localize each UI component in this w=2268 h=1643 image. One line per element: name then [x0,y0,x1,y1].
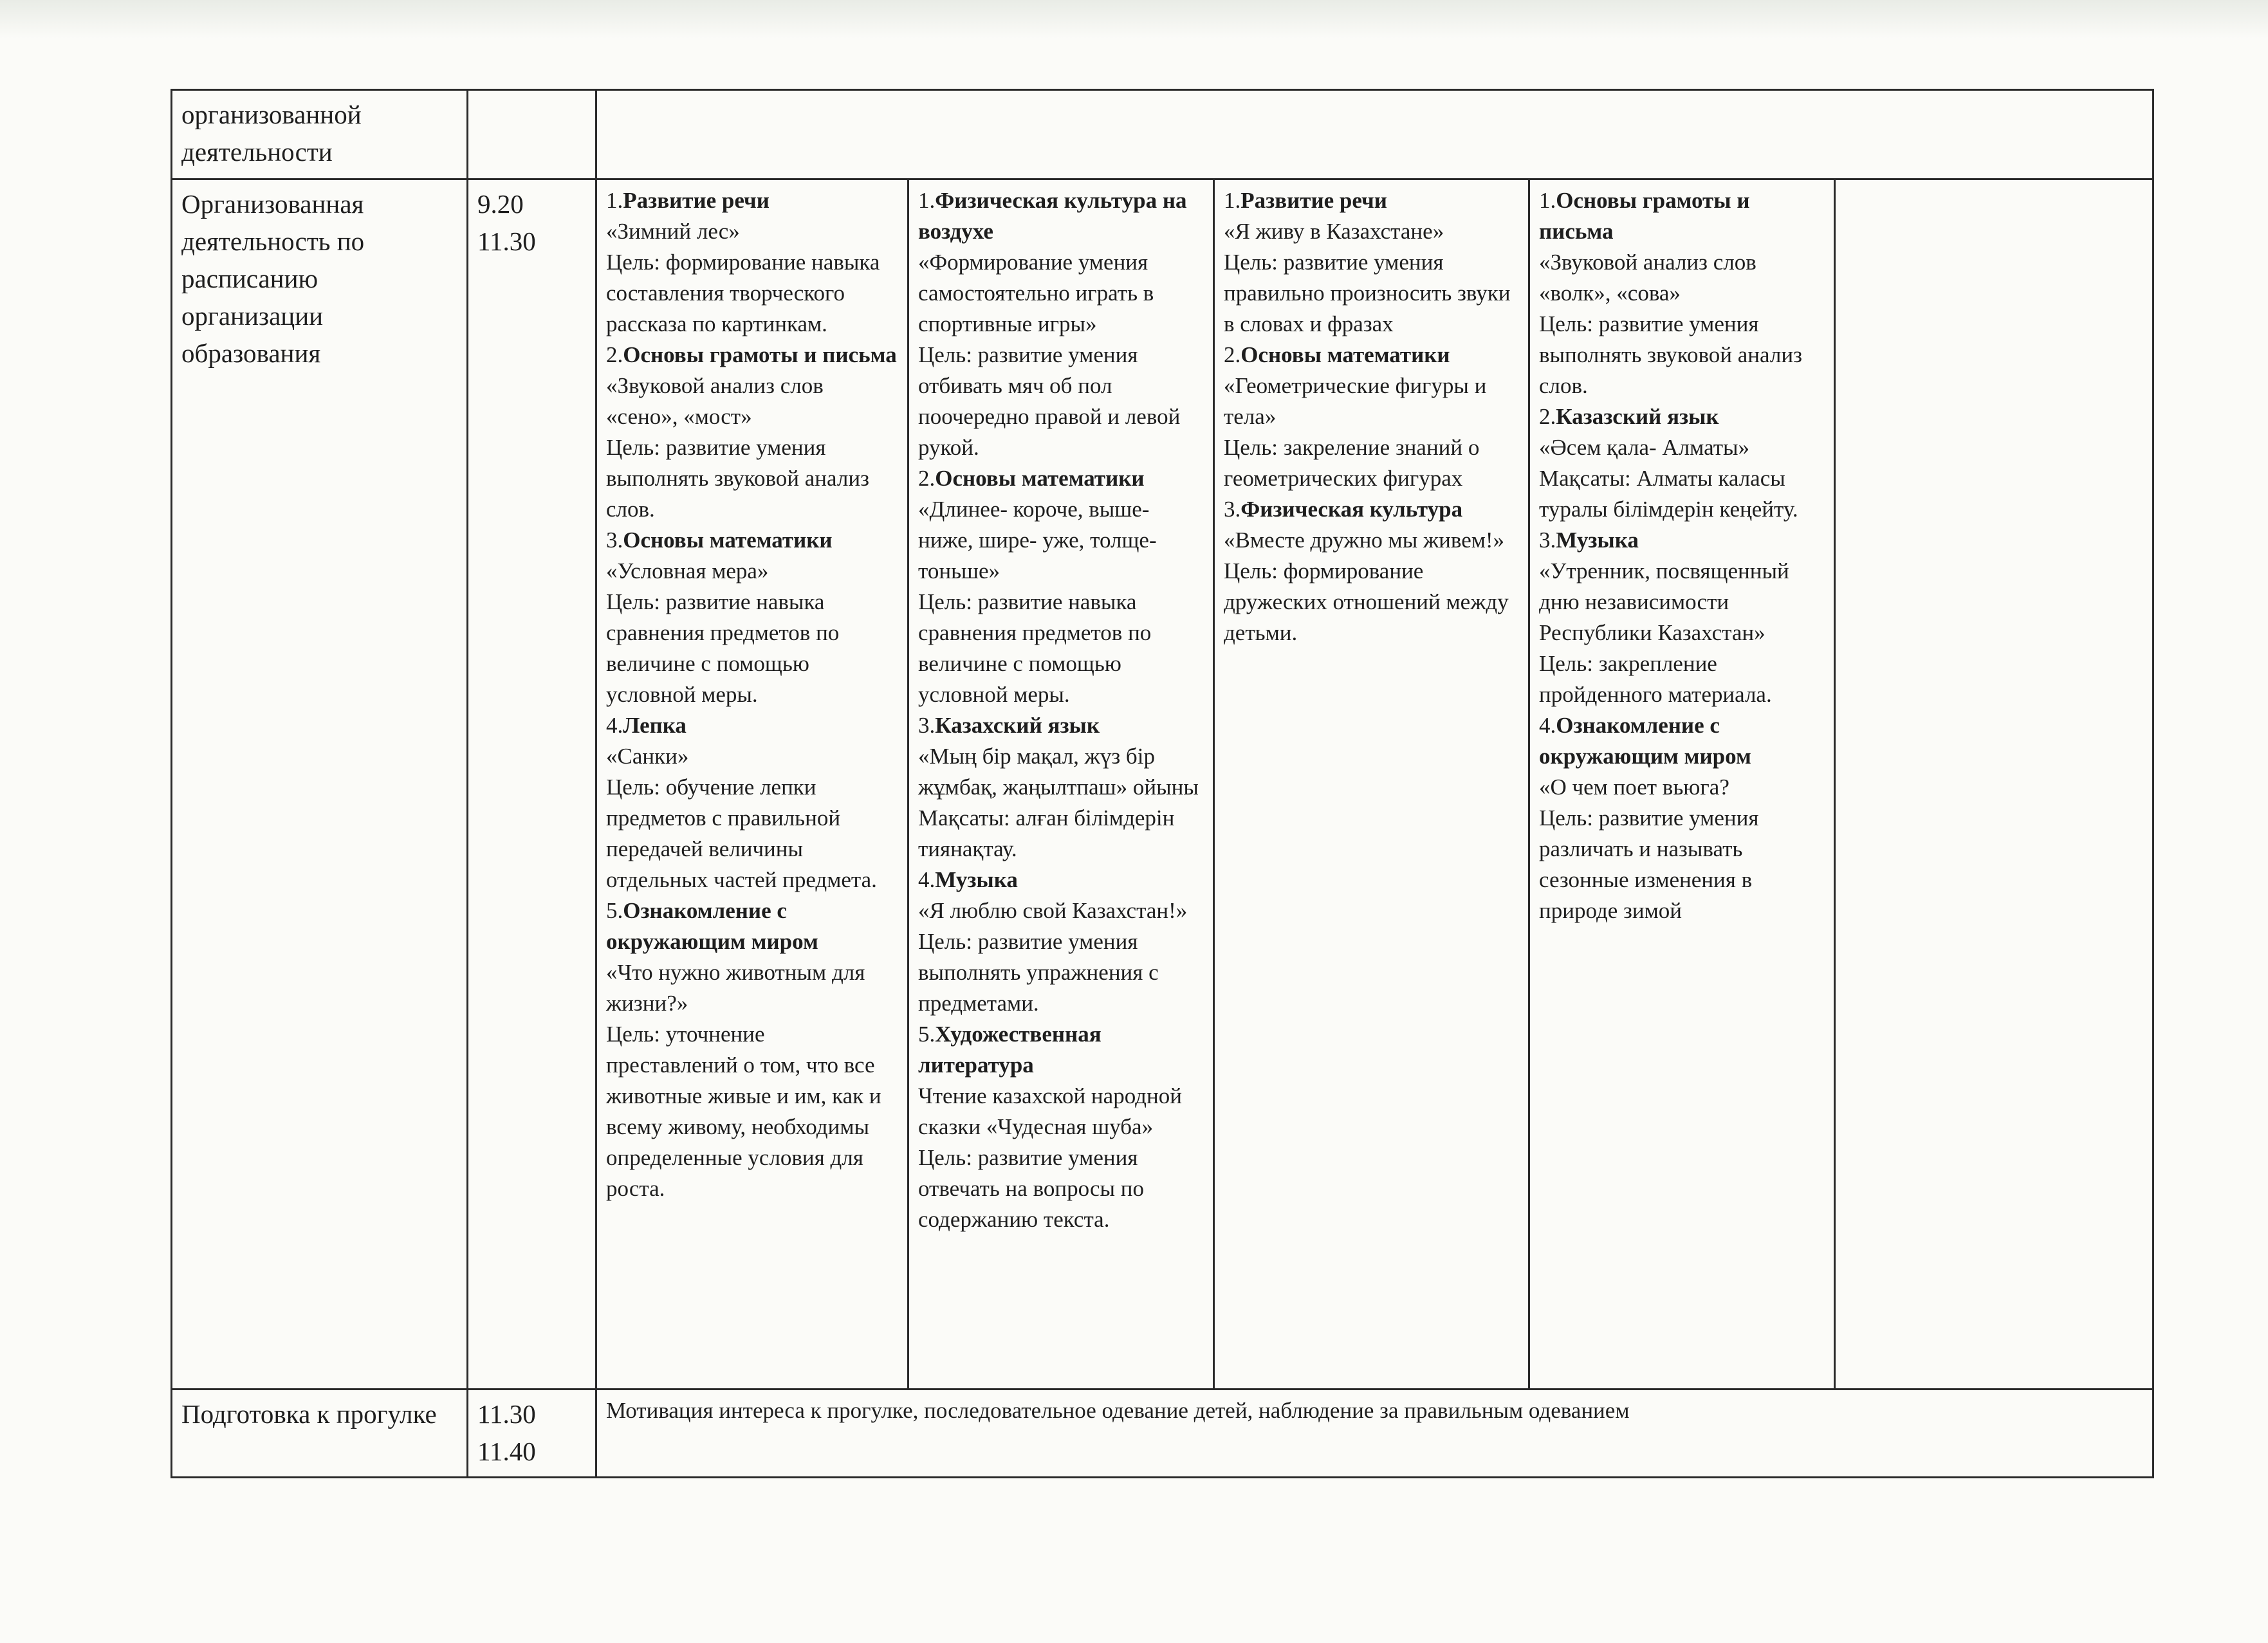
activity-goal: Цель: развитие умения выполнять звуковой анализ слов. [1539,311,1802,399]
activity-number: 2. [606,342,623,368]
activity-item [1539,185,1826,401]
activity-goal: Цель: формирование навыка составления творческого рассказа по картинкам. [606,250,880,337]
activity-topic: «Зимний лес» [606,219,740,244]
activity-goal: Цель: развитие навыка сравнения предметов по величине с помощью условной меры. [918,589,1152,708]
row-label: организованной деятельности [172,90,468,179]
activity-item [1539,710,1826,926]
schedule-table [171,89,2154,1478]
row-label: Организованная деятельность по расписанию организации образования [172,179,468,1390]
activity-goal: Цель: уточнение преставлений о том, что все животные живые и им, как и всему живому, необходимы определенные условия для роста. [606,1022,881,1202]
time-cell [468,1389,596,1477]
activity-number: 4. [1539,713,1556,739]
activity-subject: Основы грамоты и письма [623,342,897,368]
day-cell-2 [908,179,1214,1390]
activity-item [1539,525,1826,710]
activity-number: 3. [1539,528,1556,553]
activity-goal: Цель: развитие навыка сравнения предметов по величине с помощью условной меры. [606,589,840,708]
activity-subject: Основы математики [935,466,1145,491]
time-start: 11.30 [477,1399,536,1429]
activity-cell-empty [596,90,2153,179]
activity-goal: Цель: обучение лепки предметов с правильной передачей величины отдельных частей предмета. [606,775,877,893]
activity-number: 2. [1539,404,1556,430]
activity-goal: Цель: развитие умения выполнять звуковой анализ слов. [606,435,869,522]
activity-subject: Ознакомление с окружающим миром [606,898,818,955]
activity-number: 5. [606,898,623,924]
activity-number: 3. [606,528,623,553]
activity-item [918,463,1205,710]
time-end: 11.40 [477,1436,536,1466]
activity-goal: Цель: развитие умения отбивать мяч об пол поочередно правой и левой рукой. [918,342,1181,461]
activity-number: 5. [918,1022,936,1047]
activity-subject: Ознакомление с окружающим миром [1539,713,1751,769]
walk-preparation-text: Мотивация интереса к прогулке, последовательное одевание детей, наблюдение за правильным одеванием [596,1389,2153,1477]
day-cell-4 [1529,179,1835,1390]
schedule-sheet [171,89,2152,1478]
table-row-walk-preparation [172,1389,2153,1477]
activity-subject: Развитие речи [623,188,770,214]
time-cell [468,179,596,1390]
activity-item [918,1019,1205,1235]
activity-topic: «Я живу в Казахстане» [1224,219,1444,244]
activity-number: 1. [606,188,623,214]
activity-topic: «Длинее- короче, выше- ниже, шире- уже, толще- тоньше» [918,497,1157,584]
scan-edge [0,0,2268,39]
activity-item [918,185,1205,463]
activity-subject: Основы математики [1240,342,1450,368]
activity-goal: Мақсаты: алған білімдерін тиянақтау. [918,805,1175,862]
activity-item [606,710,899,895]
activity-topic: «Мың бір мақал, жүз бір жұмбақ, жаңылтпаш» ойыны [918,744,1199,800]
activity-number: 3. [918,713,936,739]
activity-subject: Основы математики [623,528,833,553]
activity-goal: Цель: закрепление пройденного материала. [1539,651,1772,708]
activity-topic: «О чем поет вьюга? [1539,775,1729,800]
activity-subject: Развитие речи [1240,188,1387,214]
activity-topic: «Звуковой анализ слов «сено», «мост» [606,373,824,430]
activity-subject: Лепка [623,713,687,739]
activity-item [1539,401,1826,525]
activity-number: 1. [918,188,936,214]
day-cell-1 [596,179,908,1390]
activity-item [606,185,899,340]
activity-number: 2. [1224,342,1241,368]
activity-topic: «Санки» [606,744,689,769]
activity-topic: «Вместе дружно мы живем!» [1224,528,1505,553]
activity-item [606,525,899,710]
activity-item [606,895,899,1204]
activity-subject: Казахский язык [935,713,1100,739]
activity-goal: Цель: развитие умения отвечать на вопросы по содержанию текста. [918,1145,1144,1233]
activity-topic: «Геометрические фигуры и тела» [1224,373,1487,430]
day-cell-5 [1835,179,2153,1390]
activity-goal: Мақсаты: Алматы каласы туралы білімдерін кеңейту. [1539,466,1798,522]
activity-subject: Основы грамоты и письма [1539,188,1750,244]
activity-goal: Цель: развитие умения выполнять упражнения с предметами. [918,929,1159,1016]
activity-number: 2. [918,466,936,491]
activity-subject: Физическая культура [1240,497,1463,522]
activity-item [1224,494,1520,648]
activity-number: 4. [918,867,936,893]
activity-subject: Музыка [1556,528,1639,553]
activity-subject: Художественная литература [918,1022,1102,1078]
activity-goal: Цель: закреление знаний о геометрических фигурах [1224,435,1480,491]
activity-topic: «Утренник, посвященный дню независимости Республики Казахстан» [1539,558,1789,646]
activity-goal: Цель: развитие умения различать и называть сезонные изменения в природе зимой [1539,805,1759,924]
activity-item [606,340,899,525]
activity-number: 3. [1224,497,1241,522]
activity-topic: «Формирование умения самостоятельно играть в спортивные игры» [918,250,1154,337]
day-cell-3 [1214,179,1529,1390]
time-cell-empty [468,90,596,179]
activity-number: 4. [606,713,623,739]
activity-topic: «Я люблю свой Казахстан!» [918,898,1188,924]
activity-item [918,710,1205,865]
activity-goal: Цель: развитие умения правильно произносить звуки в словах и фразах [1224,250,1511,337]
activity-item [1224,340,1520,494]
time-start: 9.20 [477,189,524,219]
time-end: 11.30 [477,226,536,257]
activity-item [1224,185,1520,340]
table-row-header-continuation [172,90,2153,179]
activity-item [918,865,1205,1019]
activity-subject: Музыка [935,867,1018,893]
activity-topic: «Звуковой анализ слов «волк», «сова» [1539,250,1756,306]
activity-goal: Цель: формирование дружеских отношений между детьми. [1224,558,1509,646]
row-label: Подготовка к прогулке [172,1389,468,1477]
activity-topic: Чтение казахской народной сказки «Чудесная шуба» [918,1083,1182,1140]
activity-number: 1. [1539,188,1556,214]
activity-topic: «Условная мера» [606,558,769,584]
activity-subject: Физическая культура на воздухе [918,188,1187,244]
activity-number: 1. [1224,188,1241,214]
activity-topic: «Что нужно животным для жизни?» [606,960,865,1016]
activity-subject: Казазский язык [1556,404,1719,430]
table-row-organized-activity [172,179,2153,1390]
activity-topic: «Әсем қала- Алматы» [1539,435,1750,461]
